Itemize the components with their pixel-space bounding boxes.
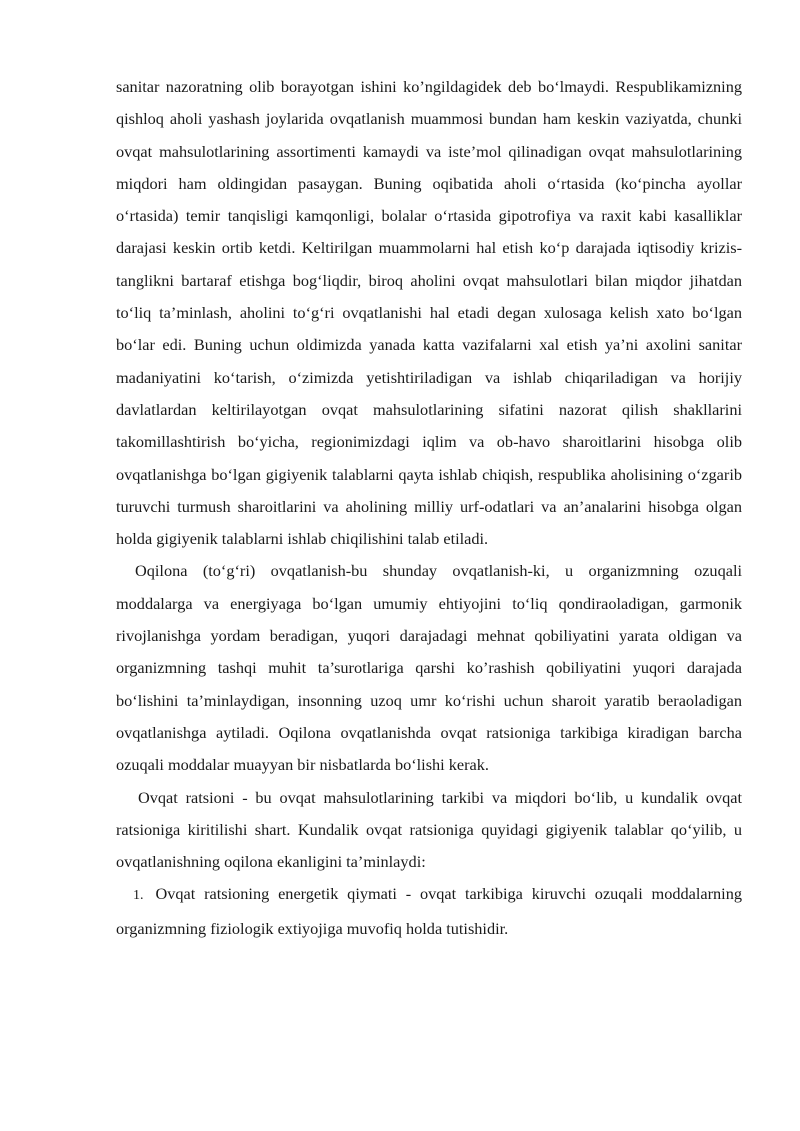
- list-item-text: Ovqat ratsioning energetik qiymati - ovqat tarkibiga kiruvchi ozuqali moddalarning organizmning fiziologik extiyojiga muvofiq holda tutishidir.: [116, 884, 742, 938]
- list-item-number: 1.: [133, 888, 144, 904]
- paragraph-3: Ovqat ratsioni - bu ovqat mahsulotlarining tarkibi va miqdori bo‘lib, u kundalik ovqat ratsioniga kiritilishi shart. Kundalik ovqat ratsioniga quyidagi gigiyenik talablar qo‘yilib, u ovqatlanishning oqilona ekanligini ta’minlaydi:: [116, 787, 742, 872]
- list-item-1: [116, 878, 742, 945]
- paragraph-2: Oqilona (to‘g‘ri) ovqatlanish-bu shunday ovqatlanish-ki, u organizmning ozuqali moddalarga va energiyaga bo‘lgan umumiy ehtiyojini to‘liq qondiraoladigan, garmonik rivojlanishga yordam beradigan, yuqori darajadagi mehnat qobiliyatini yarata oldigan va organizmning tashqi muhit ta’surotlariga qarshi ko’rashish qobiliyatini yuqori darajada bo‘lishini ta’minlaydigan, insonning uzoq umr ko‘rishi uchun sharoit yaratib beraoladigan ovqatlanishga aytiladi. Oqilona ovqatlanishda ovqat ratsioniga tarkibiga kiradigan barcha ozuqali moddalar muayyan bir nisbatlarda bo‘lishi kerak.: [116, 561, 742, 775]
- document-page: [116, 71, 742, 945]
- paragraph-1: sanitar nazoratning olib borayotgan ishini ko’ngildagidek deb bo‘lmaydi. Respublikamizning qishloq aholi yashash joylarida ovqatlanish muammosi bundan ham keskin vaziyatda, chunki ovqat mahsulotlarining assortimenti kamaydi va iste’mol qilinadigan ovqat mahsulotlarining miqdori ham oldingidan pasaygan. Buning oqibatida aholi o‘rtasida (ko‘pincha ayollar o‘rtasida) temir tanqisligi kamqonligi, bolalar o‘rtasida gipotrofiya va raxit kabi kasalliklar darajasi keskin ortib ketdi. Keltirilgan muammolarni hal etish ko‘p darajada iqtisodiy krizis-tanglikni bartaraf etishga bog‘liqdir, biroq aholini ovqat mahsulotlari bilan miqdor jihatdan to‘liq ta’minlash, aholini to‘g‘ri ovqatlanishi hal etadi degan xulosaga kelish xato bo‘lgan bo‘lar edi. Buning uchun oldimizda yanada katta vazifalarni xal etish ya’ni axolini sanitar madaniyatini ko‘tarish, o‘zimizda yetishtiriladigan va ishlab chiqariladigan va horijiy davlatlardan keltirilayotgan ovqat mahsulotlarining sifatini nazorat qilish shakllarini takomillashtirish bo‘yicha, regionimizdagi iqlim va ob-havo sharoitlarini hisobga olib ovqatlanishga bo‘lgan gigiyenik talablarni qayta ishlab chiqish, respublika aholisining o‘zgarib turuvchi turmush sharoitlarini va aholining milliy urf-odatlari va an’analarini hisobga olgan holda gigiyenik talablarni ishlab chiqilishini talab etiladi.: [116, 77, 742, 549]
